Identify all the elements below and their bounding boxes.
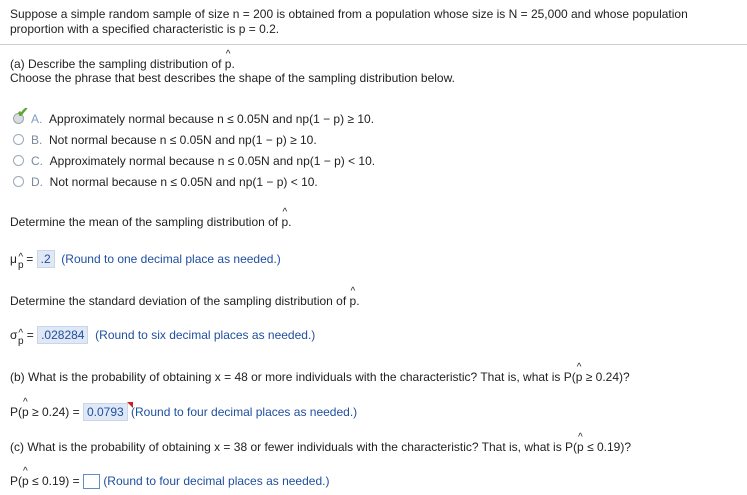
part-c-input[interactable] <box>83 474 100 489</box>
part-b-hint: (Round to four decimal places as needed.) <box>131 405 358 419</box>
sd-prompt: Determine the standard deviation of the sampling distribution of ^ p. <box>10 294 360 308</box>
mean-symbol: μ <box>10 252 17 266</box>
sd-answer[interactable]: .028284 <box>37 326 88 344</box>
part-c-answer-row: P(^ p ≤ 0.19) = (Round to four decimal places as needed.) <box>10 474 329 489</box>
correct-check-icon: ✔ <box>17 104 29 120</box>
option-b-radio[interactable] <box>13 134 24 145</box>
sd-hint: (Round to six decimal places as needed.) <box>95 328 316 342</box>
problem-line-1: Suppose a simple random sample of size n = 200 is obtained from a population whose size is N = 25,000 and whose population <box>10 7 688 21</box>
option-b[interactable]: B. Not normal because n ≤ 0.05N and np(1 − p) ≥ 10. <box>31 133 317 147</box>
divider <box>0 44 747 45</box>
problem-line-2: proportion with a specified characteristic is p = 0.2. <box>10 22 280 36</box>
sd-symbol: σ <box>10 328 18 342</box>
part-a-heading: (a) Describe the sampling distribution of ^ p. <box>10 57 235 71</box>
mean-prompt: Determine the mean of the sampling distribution of ^ p. <box>10 215 292 229</box>
flag-icon <box>127 402 133 408</box>
part-c-question: (c) What is the probability of obtaining x = 38 or fewer individuals with the characteristic? That is, what is P(^ p ≤ 0.19)? <box>10 440 631 454</box>
option-c[interactable]: C. Approximately normal because n ≤ 0.05N and np(1 − p) < 10. <box>31 154 376 168</box>
part-c-hint: (Round to four decimal places as needed.) <box>103 474 330 488</box>
sd-row: σ = .028284 (Round to six decimal places as needed.) <box>10 328 316 342</box>
part-b-answer[interactable]: 0.0793 <box>83 403 128 421</box>
option-c-radio[interactable] <box>13 155 24 166</box>
option-d[interactable]: D. Not normal because n ≤ 0.05N and np(1 − p) < 10. <box>31 175 318 189</box>
mean-answer[interactable]: .2 <box>37 250 55 268</box>
mean-hint: (Round to one decimal place as needed.) <box>61 252 281 266</box>
option-a[interactable]: A. Approximately normal because n ≤ 0.05N and np(1 − p) ≥ 10. <box>31 112 375 126</box>
mean-row: μ = .2 (Round to one decimal place as needed.) <box>10 252 281 266</box>
part-a-instruction: Choose the phrase that best describes the shape of the sampling distribution below. <box>10 71 455 85</box>
part-b-answer-row: P(^ p ≥ 0.24) = 0.0793 (Round to four decimal places as needed.) <box>10 403 357 421</box>
sd-subscript: ^ p <box>18 336 24 347</box>
option-d-radio[interactable] <box>13 176 24 187</box>
mean-subscript: ^ p <box>18 260 24 271</box>
part-b-question: (b) What is the probability of obtaining x = 48 or more individuals with the characteristic? That is, what is P(^ p ≥ 0.24)? <box>10 370 630 384</box>
